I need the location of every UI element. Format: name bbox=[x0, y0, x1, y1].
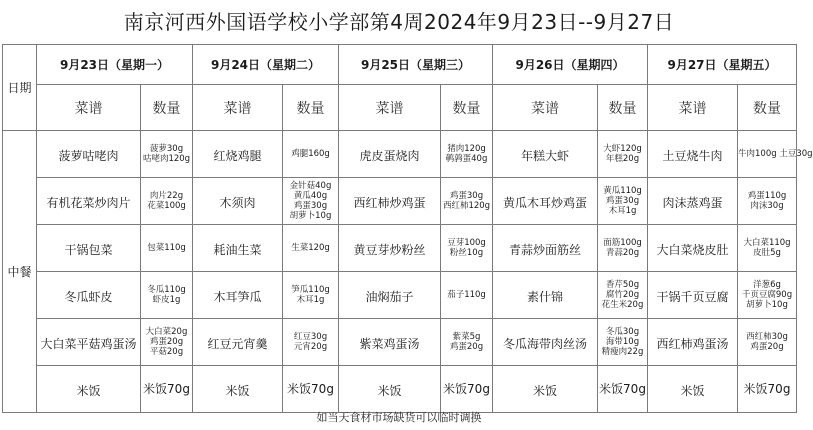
qty-item: 虾皮1g bbox=[152, 295, 181, 305]
dish-name: 干锅包菜 bbox=[64, 242, 113, 257]
dish-name: 米饭 bbox=[76, 383, 101, 398]
qty-column-header: 数量 bbox=[441, 85, 493, 131]
qty-item: 鸡蛋20g bbox=[149, 337, 184, 347]
qty-column-header: 数量 bbox=[738, 85, 797, 131]
qty-cell bbox=[441, 225, 493, 272]
qty-cell bbox=[141, 178, 193, 225]
dish-cell bbox=[493, 178, 598, 225]
qty-item: 木耳1g bbox=[608, 206, 637, 216]
qty-cell bbox=[598, 178, 648, 225]
qty-cell bbox=[598, 272, 648, 319]
dish-cell bbox=[648, 178, 738, 225]
qty-item: 牛肉100g 土豆30g bbox=[738, 149, 813, 159]
qty-item: 平菇20g bbox=[149, 347, 184, 357]
qty-column-header: 数量 bbox=[141, 85, 193, 131]
menu-row bbox=[3, 178, 797, 225]
qty-cell bbox=[738, 131, 813, 178]
day-date-header: 9月27日（星期五） bbox=[648, 45, 797, 85]
dish-name: 大白菜烧皮肚 bbox=[656, 242, 729, 257]
qty-cell bbox=[141, 366, 193, 413]
qty-item: 米饭70g bbox=[443, 382, 490, 396]
qty-item: 咕咾肉120g bbox=[142, 154, 191, 164]
qty-item: 鸡蛋20g bbox=[750, 342, 784, 352]
qty-item: 腐竹20g bbox=[605, 290, 640, 300]
dish-cell bbox=[193, 225, 283, 272]
day-date-header: 9月26日（星期四） bbox=[493, 45, 648, 85]
qty-item: 花生米20g bbox=[601, 300, 644, 310]
qty-item: 黄瓜40g bbox=[293, 191, 328, 201]
dish-name: 大白菜平菇鸡蛋汤 bbox=[40, 336, 137, 351]
dish-name: 西红柿炒鸡蛋 bbox=[353, 195, 426, 210]
qty-item: 粉丝10g bbox=[449, 248, 484, 258]
dish-cell bbox=[37, 225, 141, 272]
qty-column-header: 数量 bbox=[283, 85, 339, 131]
qty-cell bbox=[598, 366, 648, 413]
qty-item: 西红柿120g bbox=[442, 201, 491, 211]
dish-name: 木须肉 bbox=[219, 195, 256, 210]
qty-item: 米饭70g bbox=[143, 382, 190, 396]
date-header-row bbox=[3, 45, 797, 85]
qty-item: 鸡蛋110g bbox=[747, 191, 787, 201]
dish-name: 土豆烧牛肉 bbox=[662, 148, 723, 163]
qty-cell bbox=[283, 366, 339, 413]
menu-row bbox=[3, 272, 797, 319]
qty-cell bbox=[738, 319, 797, 366]
qty-item: 金针菇40g bbox=[289, 181, 332, 191]
dish-column-header: 菜谱 bbox=[493, 85, 598, 131]
dish-name: 菠萝咕咾肉 bbox=[58, 148, 119, 163]
column-header-row bbox=[3, 85, 797, 131]
dish-name: 有机花菜炒肉片 bbox=[46, 195, 131, 210]
qty-item: 面筋100g bbox=[603, 238, 642, 248]
dish-cell bbox=[193, 272, 283, 319]
dish-name: 西红柿鸡蛋汤 bbox=[656, 336, 729, 351]
dish-cell bbox=[193, 366, 283, 413]
qty-item: 花菜100g bbox=[147, 201, 186, 211]
qty-item: 精瘦肉22g bbox=[601, 347, 644, 357]
qty-column-header: 数量 bbox=[598, 85, 648, 131]
qty-cell bbox=[598, 225, 648, 272]
qty-item: 元宵20g bbox=[293, 342, 328, 352]
qty-cell bbox=[738, 272, 797, 319]
qty-item: 青蒜20g bbox=[605, 248, 640, 258]
row-label-date: 日期 bbox=[3, 45, 37, 131]
qty-item: 黄瓜110g bbox=[603, 186, 642, 196]
dish-name: 米饭 bbox=[680, 383, 705, 398]
row-label-meal: 中餐 bbox=[3, 131, 37, 413]
dish-cell bbox=[648, 225, 738, 272]
dish-name: 红豆元宵羹 bbox=[207, 336, 268, 351]
qty-cell bbox=[283, 131, 339, 178]
qty-item: 米饭70g bbox=[287, 382, 334, 396]
qty-item: 大虾120g bbox=[603, 144, 642, 154]
qty-item: 木耳1g bbox=[296, 295, 325, 305]
dish-cell bbox=[339, 225, 441, 272]
qty-item: 茄子110g bbox=[447, 290, 486, 300]
dish-cell bbox=[339, 366, 441, 413]
day-date-header: 9月25日（星期三） bbox=[339, 45, 493, 85]
qty-item: 冬瓜30g bbox=[605, 327, 640, 337]
day-date-header: 9月24日（星期二） bbox=[193, 45, 339, 85]
dish-name: 油焖茄子 bbox=[365, 289, 414, 304]
dish-name: 年糕大虾 bbox=[520, 148, 569, 163]
qty-item: 包菜110g bbox=[147, 243, 186, 253]
qty-item: 大白菜110g bbox=[743, 238, 791, 248]
dish-cell bbox=[193, 319, 283, 366]
qty-item: 冬瓜110g bbox=[147, 285, 186, 295]
dish-cell bbox=[648, 366, 738, 413]
dish-name: 冬瓜虾皮 bbox=[64, 289, 113, 304]
qty-cell bbox=[598, 319, 648, 366]
page-title: 南京河西外国语学校小学部第4周2024年9月23日--9月27日 bbox=[123, 10, 675, 34]
dish-cell bbox=[648, 319, 738, 366]
qty-item: 胡萝卜10g bbox=[746, 300, 788, 310]
footer-note: 如当天食材市场缺货可以临时调换 bbox=[316, 411, 482, 424]
dish-cell bbox=[37, 366, 141, 413]
qty-item: 千页豆腐90g bbox=[741, 290, 793, 300]
dish-cell bbox=[493, 225, 598, 272]
qty-item: 菠萝30g bbox=[149, 144, 184, 154]
dish-name: 紫菜鸡蛋汤 bbox=[359, 336, 420, 351]
qty-cell bbox=[141, 319, 193, 366]
dish-name: 青蒜炒面筋丝 bbox=[508, 242, 581, 257]
dish-name: 肉沫蒸鸡蛋 bbox=[662, 195, 723, 210]
dish-cell bbox=[648, 272, 738, 319]
menu-row bbox=[3, 131, 797, 178]
dish-name: 米饭 bbox=[377, 383, 402, 398]
qty-item: 米饭70g bbox=[743, 382, 791, 396]
qty-item: 西红柿30g bbox=[746, 332, 788, 342]
menu-row bbox=[3, 366, 797, 413]
qty-item: 大白菜20g bbox=[145, 327, 188, 337]
qty-item: 鸡蛋30g bbox=[605, 196, 640, 206]
qty-item: 猪肉120g bbox=[447, 144, 486, 154]
dish-cell bbox=[648, 131, 738, 178]
qty-item: 胡萝卜10g bbox=[289, 211, 332, 221]
qty-item: 生菜120g bbox=[291, 243, 330, 253]
dish-column-header: 菜谱 bbox=[339, 85, 441, 131]
qty-item: 海带10g bbox=[605, 337, 640, 347]
qty-item: 米饭70g bbox=[599, 382, 646, 396]
dish-cell bbox=[37, 272, 141, 319]
dish-cell bbox=[37, 178, 141, 225]
qty-item: 鸡蛋30g bbox=[449, 191, 484, 201]
dish-name: 米饭 bbox=[532, 383, 557, 398]
dish-cell bbox=[493, 366, 598, 413]
dish-cell bbox=[339, 131, 441, 178]
qty-item: 鸡蛋30g bbox=[293, 201, 328, 211]
dish-cell bbox=[37, 319, 141, 366]
dish-column-header: 菜谱 bbox=[37, 85, 141, 131]
qty-cell bbox=[141, 272, 193, 319]
qty-cell bbox=[738, 178, 797, 225]
dish-cell bbox=[37, 131, 141, 178]
qty-item: 香芹50g bbox=[605, 280, 640, 290]
dish-column-header: 菜谱 bbox=[648, 85, 738, 131]
qty-cell bbox=[283, 178, 339, 225]
qty-cell bbox=[141, 225, 193, 272]
qty-cell bbox=[441, 272, 493, 319]
dish-cell bbox=[493, 319, 598, 366]
dish-cell bbox=[193, 131, 283, 178]
dish-name: 红烧鸡腿 bbox=[213, 148, 262, 163]
qty-item: 豆芽100g bbox=[447, 238, 486, 248]
dish-name: 素什锦 bbox=[526, 289, 563, 304]
qty-item: 鸡蛋20g bbox=[449, 342, 484, 352]
qty-item: 肉片22g bbox=[149, 191, 184, 201]
qty-cell bbox=[441, 319, 493, 366]
menu-row bbox=[3, 319, 797, 366]
qty-item: 年糕20g bbox=[605, 154, 640, 164]
dish-cell bbox=[339, 178, 441, 225]
dish-name: 木耳笋瓜 bbox=[213, 289, 262, 304]
qty-cell bbox=[598, 131, 648, 178]
qty-cell bbox=[738, 225, 797, 272]
qty-cell bbox=[141, 131, 193, 178]
menu-table bbox=[2, 44, 813, 413]
dish-name: 黄豆芽炒粉丝 bbox=[353, 242, 426, 257]
qty-cell bbox=[738, 366, 797, 413]
dish-cell bbox=[339, 319, 441, 366]
dish-cell bbox=[339, 272, 441, 319]
dish-cell bbox=[193, 178, 283, 225]
dish-cell bbox=[493, 131, 598, 178]
qty-item: 红豆30g bbox=[293, 332, 328, 342]
qty-cell bbox=[283, 225, 339, 272]
qty-item: 肉沫30g bbox=[750, 201, 784, 211]
qty-item: 紫菜5g bbox=[452, 332, 481, 342]
dish-name: 虎皮蛋烧肉 bbox=[359, 148, 420, 163]
menu-row bbox=[3, 225, 797, 272]
dish-column-header: 菜谱 bbox=[193, 85, 283, 131]
dish-name: 冬瓜海带肉丝汤 bbox=[502, 336, 587, 351]
qty-item: 笋瓜110g bbox=[291, 285, 330, 295]
qty-item: 皮肚5g bbox=[753, 248, 781, 258]
qty-cell bbox=[441, 131, 493, 178]
dish-name: 干锅千页豆腐 bbox=[656, 289, 729, 304]
qty-item: 洋葱6g bbox=[753, 280, 781, 290]
dish-name: 耗油生菜 bbox=[213, 242, 262, 257]
qty-item: 鹌鹑蛋40g bbox=[445, 154, 488, 164]
qty-cell bbox=[283, 319, 339, 366]
day-date-header: 9月23日（星期一） bbox=[37, 45, 193, 85]
dish-name: 米饭 bbox=[225, 383, 250, 398]
qty-cell bbox=[283, 272, 339, 319]
qty-cell bbox=[441, 178, 493, 225]
dish-cell bbox=[493, 272, 598, 319]
qty-cell bbox=[441, 366, 493, 413]
dish-name: 黄瓜木耳炒鸡蛋 bbox=[502, 195, 587, 210]
qty-item: 鸡腿160g bbox=[291, 149, 330, 159]
